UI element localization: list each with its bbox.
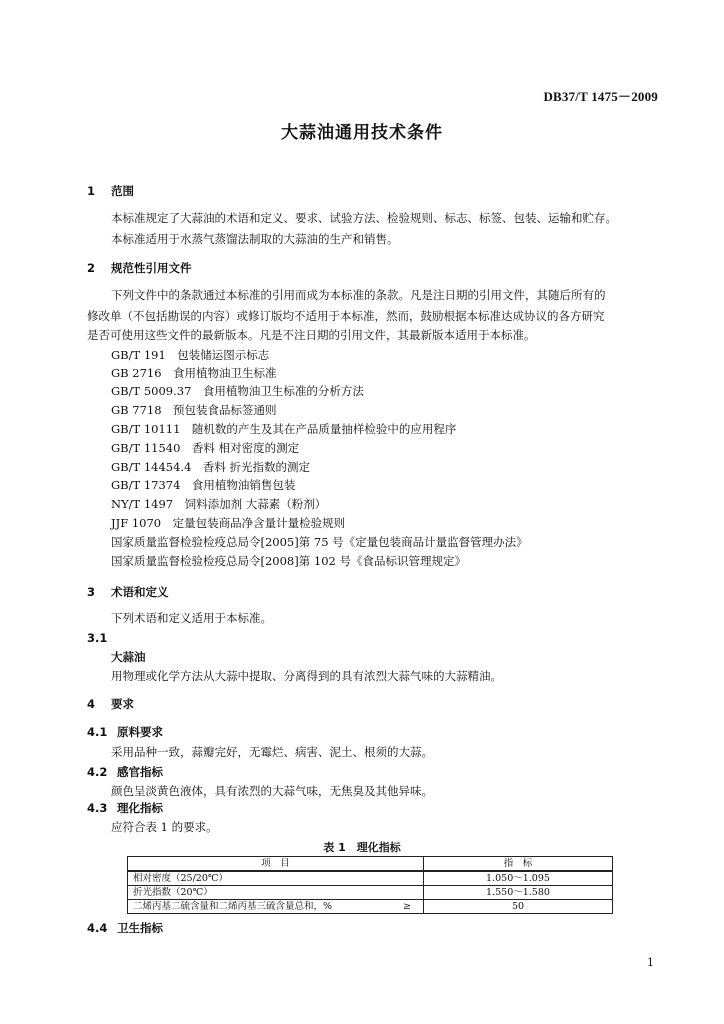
paragraph-line: 下列文件中的条款通过本标准的引用而成为本标准的条款。凡是注日期的引用文件，其随后所有的 [111,288,606,302]
reference-item: GB/T 10111 随机数的产生及其在产品质量抽样检验中的应用程序 [111,422,457,436]
table-cell-value: 1.550～1.580 [424,886,613,900]
table-cell-value: 50 [424,900,613,914]
column-header: 项 目 [128,857,424,872]
table-caption: 表 1 理化指标 [323,841,401,854]
table-cell-item [128,900,424,914]
subsection-number: 4.3 [87,801,108,815]
standard-code: DB37/T 1475－2009 [543,89,658,104]
item-symbol: ≥ [403,901,411,912]
paragraph: 采用品种一致，蒜瓣完好，无霉烂、病害、泥土、根须的大蒜。 [111,745,433,759]
section-number: 2 [87,261,96,275]
section-2-heading [87,261,192,275]
table-row [128,900,613,914]
table-row [128,886,613,900]
section-title: 范围 [111,184,134,198]
item-text: 二烯丙基二硫含量和二烯丙基三硫含量总和，% [133,901,333,912]
reference-item: GB/T 191 包装储运图示标志 [111,348,270,362]
table-cell-value: 1.050～1.095 [424,871,613,886]
subsection-number: 4.1 [87,725,108,739]
column-header: 指 标 [424,857,613,872]
section-1-heading [87,184,134,198]
section-number: 4 [87,697,96,711]
reference-item: JJF 1070 定量包装商品净含量计量检验规则 [111,516,346,530]
subsection-4-1-heading [87,725,163,739]
paragraph: 本标准规定了大蒜油的术语和定义、要求、试验方法、检验规则、标志、标签、包装、运输和贮存。 [111,211,617,225]
table-header-row [128,857,613,872]
term-definition: 用物理或化学方法从大蒜中提取、分离得到的具有浓烈大蒜气味的大蒜精油。 [111,669,502,683]
subsection-number: 4.4 [87,921,108,935]
section-title: 术语和定义 [111,585,169,599]
paragraph: 应符合表 1 的要求。 [111,820,218,834]
subsection-4-3-heading [87,801,163,815]
subsection-title: 感官指标 [117,765,163,779]
subsection-number: 4.2 [87,765,108,779]
spec-table [127,856,613,914]
reference-item: GB 2716 食用植物油卫生标准 [111,366,277,380]
subsection-4-2-heading [87,765,163,779]
paragraph: 颜色呈淡黄色液体，具有浓烈的大蒜气味，无焦臭及其他异味。 [111,784,433,798]
section-3-heading [87,585,169,599]
table-cell-item [128,886,424,900]
section-number: 3 [87,585,96,599]
reference-item: 国家质量监督检验检疫总局令[2005]第 75 号《定量包装商品计量监督管理办法》 [111,535,528,549]
paragraph-line: 修改单（不包括勘误的内容）或修订版均不适用于本标准，然而，鼓励根据本标准达成协议的各方研究 [87,309,605,323]
term-name: 大蒜油 [111,650,146,664]
paragraph: 本标准适用于水蒸气蒸馏法制取的大蒜油的生产和销售。 [111,232,399,246]
section-number: 1 [87,184,96,198]
reference-item: GB 7718 预包装食品标签通则 [111,403,277,417]
reference-item: GB/T 14454.4 香料 折光指数的测定 [111,460,311,474]
section-title: 要求 [111,697,134,711]
reference-item: NY/T 1497 饲料添加剂 大蒜素（粉剂） [111,497,327,511]
subsection-number: 3.1 [87,631,108,645]
table-row [128,871,613,886]
subsection-title: 卫生指标 [117,921,163,935]
paragraph: 下列术语和定义适用于本标准。 [111,611,272,625]
subsection-title: 原料要求 [117,725,163,739]
item-text: 折光指数（20℃） [133,887,213,898]
section-title: 规范性引用文件 [111,261,192,275]
reference-item: GB/T 5009.37 食用植物油卫生标准的分析方法 [111,384,364,398]
page-number: 1 [647,956,654,969]
item-text: 相对密度（25/20℃） [133,873,229,884]
table-cell-item [128,871,424,886]
document-title: 大蒜油通用技术条件 [281,123,443,143]
subsection-4-4-heading [87,921,163,935]
section-4-heading [87,697,134,711]
reference-item: GB/T 11540 香料 相对密度的测定 [111,441,300,455]
reference-item: GB/T 17374 食用植物油销售包装 [111,478,296,492]
reference-item: 国家质量监督检验检疫总局令[2008]第 102 号《食品标识管理规定》 [111,554,466,568]
paragraph-line: 是否可使用这些文件的最新版本。凡是不注日期的引用文件，其最新版本适用于本标准。 [87,328,536,342]
subsection-title: 理化指标 [117,801,163,815]
